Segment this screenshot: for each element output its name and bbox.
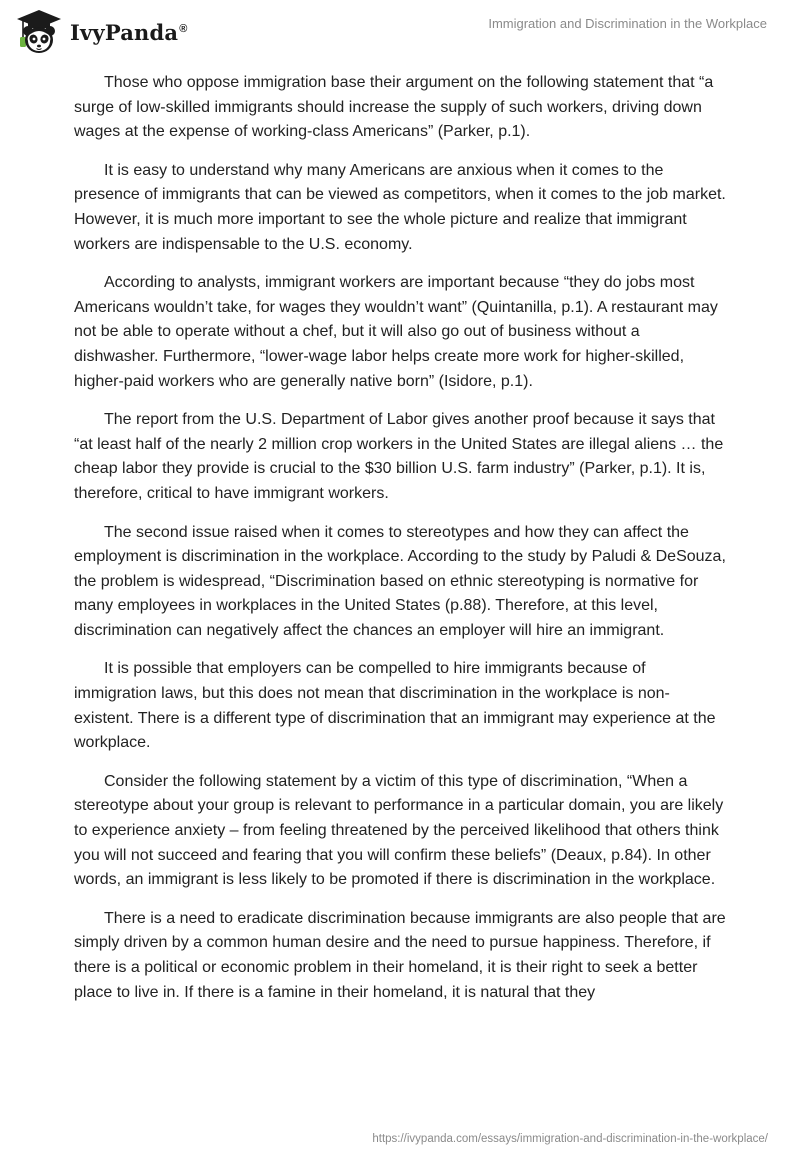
ivypanda-logo[interactable]: [14, 8, 188, 56]
paragraph: Consider the following statement by a victim of this type of discrimination, “When a stereotype about your group is relevant to performance in a particular domain, you are likely to experience anxiety – from feeling threatened by the perceived likelihood that others think you will not succeed and fearing that you will confirm these beliefs” (Deaux, p.84). In other words, an immigrant is less likely to be promoted if there is discrimination in the workplace.: [74, 772, 724, 889]
brand-name: IvyPanda®: [70, 19, 188, 45]
panda-graduate-icon: [14, 8, 64, 56]
page-header: [0, 0, 800, 60]
paragraph: Those who oppose immigration base their argument on the following statement that “a surge of low-skilled immigrants should increase the supply of such workers, driving down wages at the expense of working-class Americans” (Parker, p.1).: [74, 74, 714, 141]
registered-mark: ®: [179, 22, 188, 35]
source-url[interactable]: https://ivypanda.com/essays/immigration-and-discrimination-in-the-workplace/: [372, 1133, 768, 1145]
paragraph: The report from the U.S. Department of Labor gives another proof because it says that “at least half of the nearly 2 million crop workers in the United States are illegal aliens … the cheap labor they provide is crucial to the $30 billion U.S. farm industry” (Parker, p.1). It is, therefore, critical to have immigrant workers.: [74, 411, 724, 502]
paragraph: It is easy to understand why many Americans are anxious when it comes to the presence of immigrants that can be viewed as competitors, when it comes to the job market. However, it is much more important to see the whole picture and realize that immigrant workers are indispensable to the U.S. economy.: [74, 161, 726, 253]
paragraph: The second issue raised when it comes to stereotypes and how they can affect the employment is discrimination in the workplace. According to the study by Paludi & DeSouza, the problem is widespread, “Discrimination based on ethnic stereotyping is normative for many employees in workplaces in the United States (p.88). Therefore, at this level, discrimination can negatively affect the chances an employer will hire an immigrant.: [74, 523, 726, 639]
essay-body: [74, 71, 726, 1019]
paragraph: According to analysts, immigrant workers are important because “they do jobs most Americans wouldn’t take, for wages they wouldn’t want” (Quintanilla, p.1). A restaurant may not be able to operate without a chef, but it will also go out of business without a dishwasher. Furthermore, “lower-wage labor helps create more work for higher-skilled, higher-paid workers who are generally native born” (Isidore, p.1).: [74, 274, 718, 390]
document-title: Immigration and Discrimination in the Workplace: [488, 16, 767, 31]
paragraph: There is a need to eradicate discrimination because immigrants are also people that are simply driven by a common human desire and the need to pursue happiness. Therefore, if there is a political or economic problem in their homeland, it is their right to seek a better place to live in. If there is a famine in their homeland, it is natural that they: [74, 909, 726, 1001]
paragraph: It is possible that employers can be compelled to hire immigrants because of immigration laws, but this does not mean that discrimination in the workplace is non-existent. There is a different type of discrimination that an immigrant may experience at the workplace.: [74, 660, 716, 752]
